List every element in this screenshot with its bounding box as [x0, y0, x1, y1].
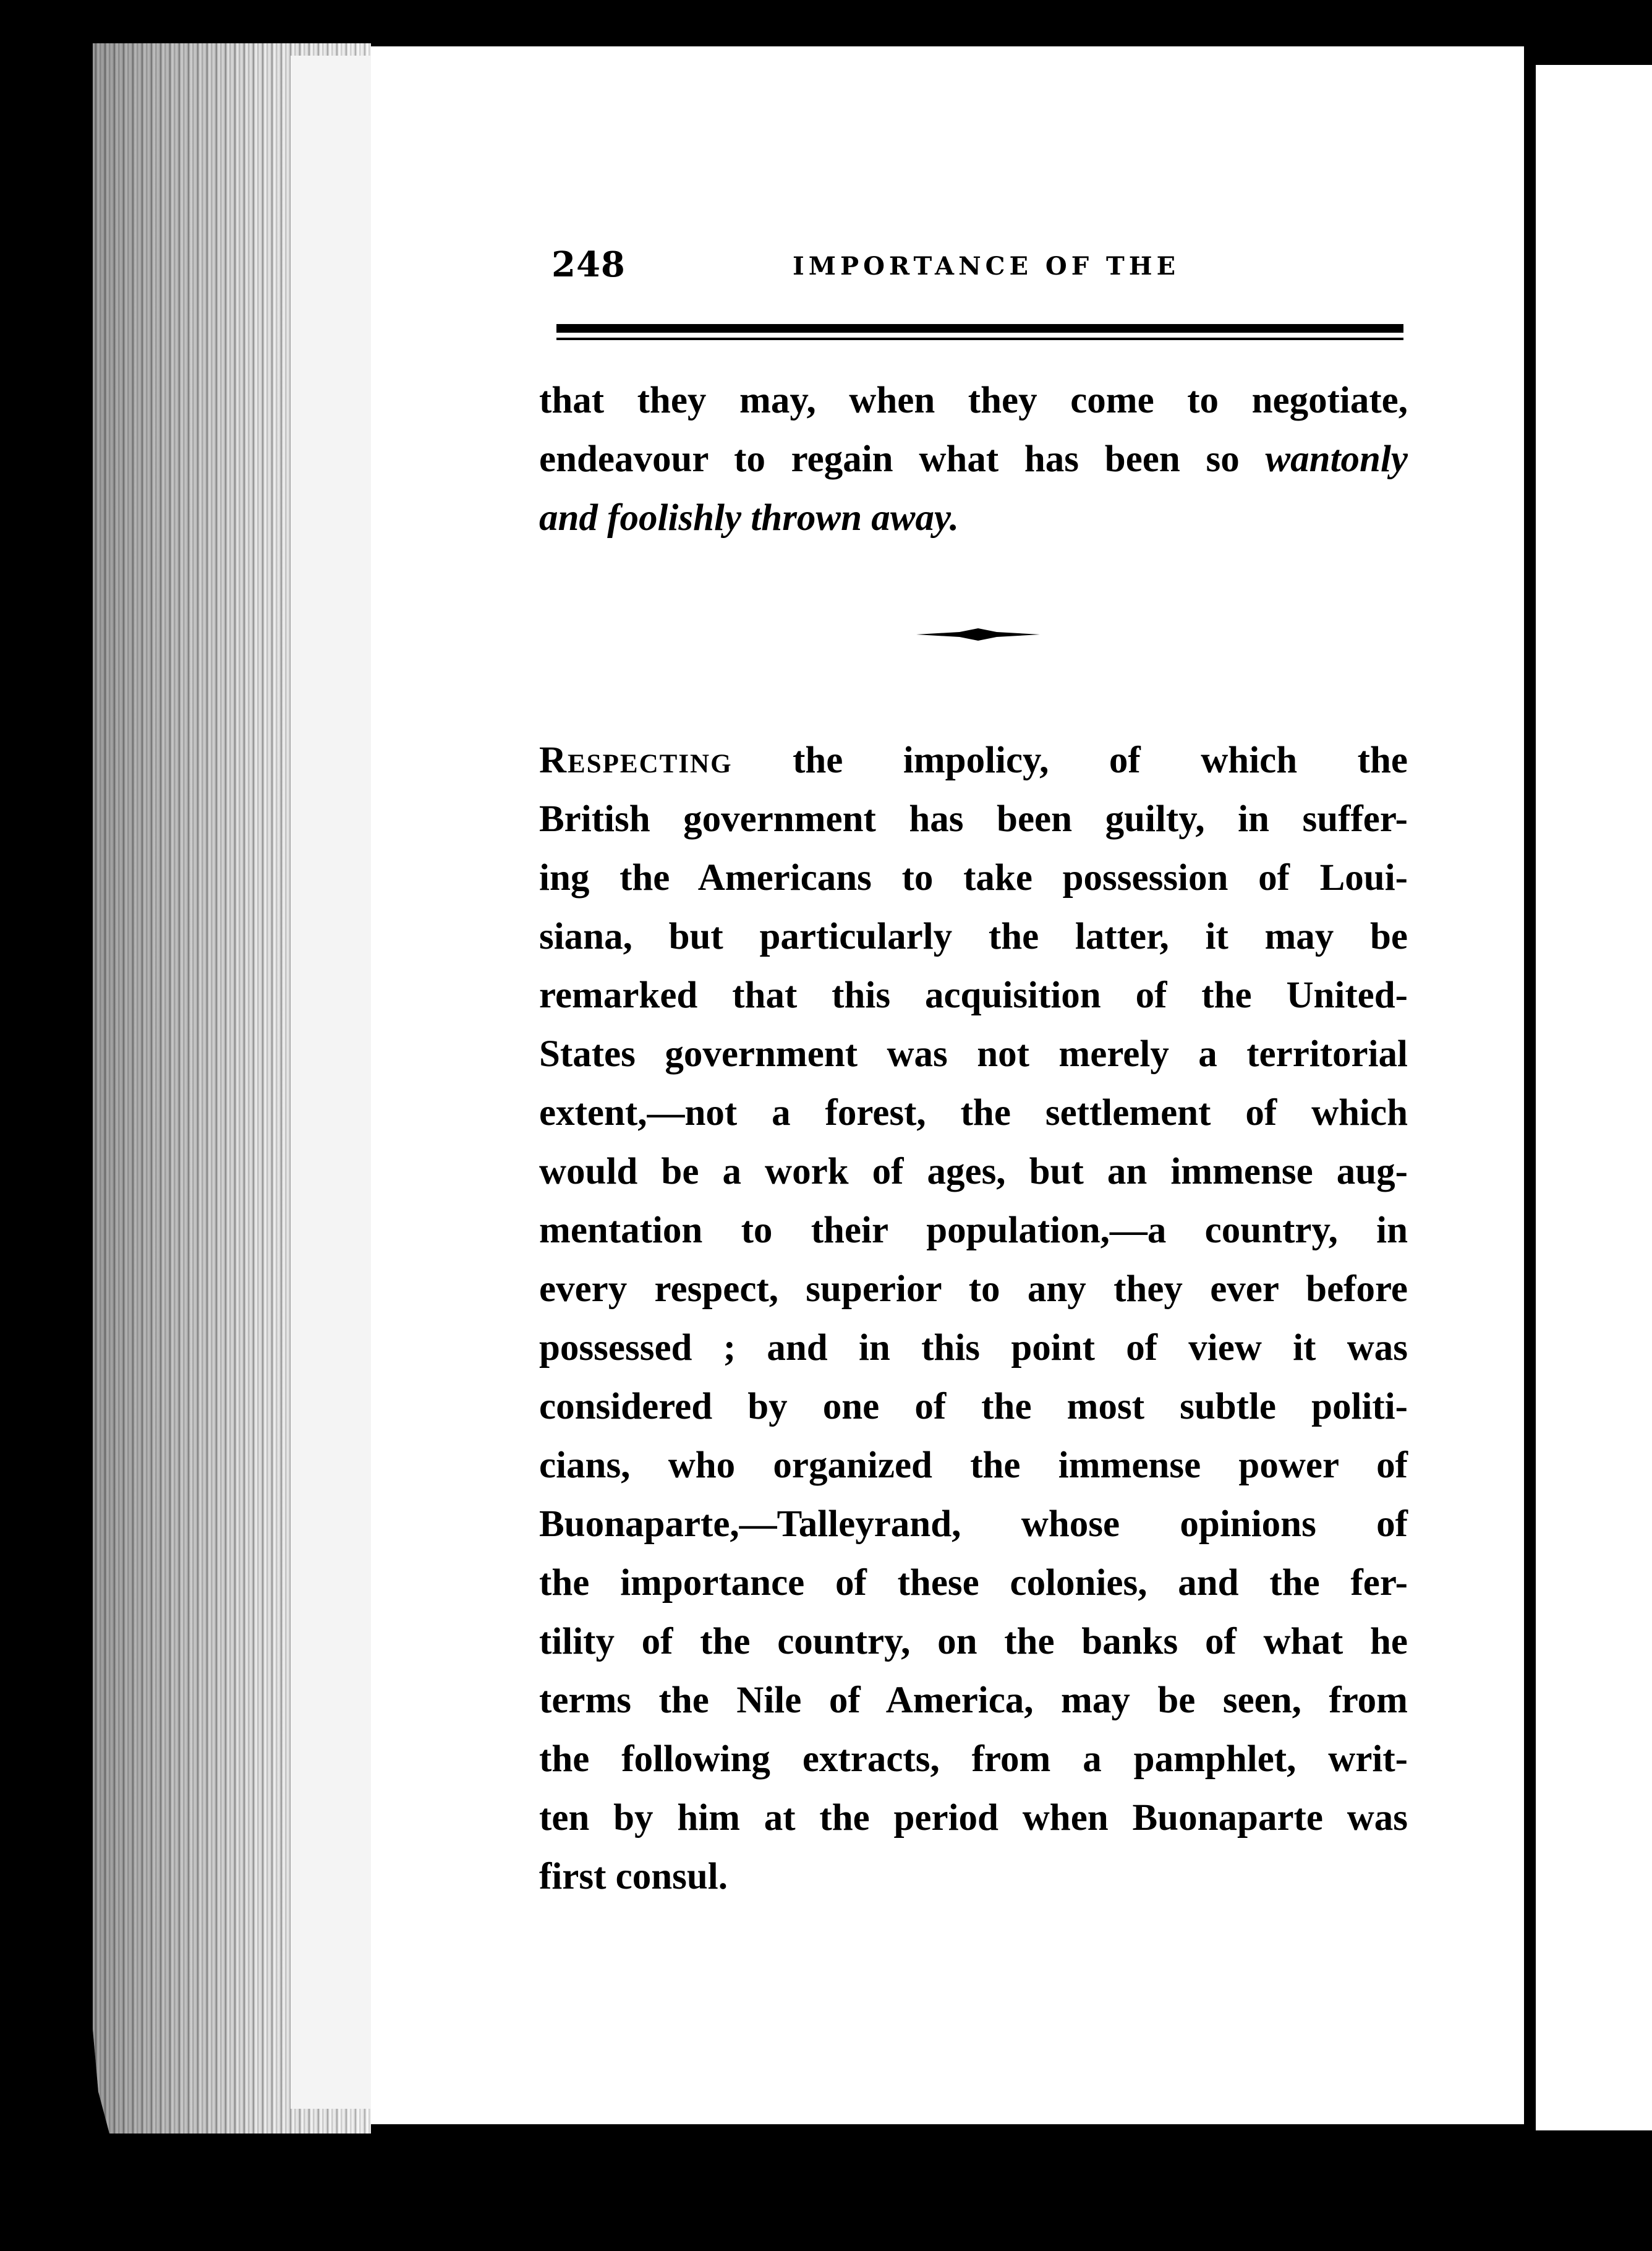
- text-line: [539, 430, 1408, 489]
- paragraph-continuation: [539, 371, 1408, 547]
- text-line: remarked that this acquisition of the United-: [539, 975, 1408, 1016]
- text-line: possessed ; and in this point of view it was: [539, 1327, 1408, 1369]
- italic-phrase: wantonly: [1265, 438, 1408, 480]
- text-line: cians, who organized the immense power of: [539, 1445, 1408, 1486]
- text-line: [539, 731, 1408, 790]
- text-line: considered by one of the most subtle politi-: [539, 1386, 1408, 1427]
- text-line: mentation to their population,—a country, in: [539, 1210, 1408, 1251]
- main-paragraph: [539, 731, 1408, 1906]
- text-line: first consul.: [539, 1856, 728, 1897]
- page-header: [551, 244, 1405, 288]
- header-rule-thick: [556, 324, 1403, 333]
- lead-word: Respecting: [539, 740, 733, 781]
- text-line: that they may, when they come to negotiate,: [539, 380, 1408, 421]
- italic-phrase: and foolishly thrown away.: [539, 497, 960, 539]
- text-line: would be a work of ages, but an immense aug-: [539, 1151, 1408, 1192]
- text-line: tility of the country, on the banks of what he: [539, 1621, 1408, 1662]
- text-line: siana, but particularly the latter, it may be: [539, 916, 1408, 957]
- page-number: 248: [551, 244, 626, 285]
- text-line: terms the Nile of America, may be seen, from: [539, 1680, 1408, 1721]
- text-line: extent,—not a forest, the settlement of which: [539, 1092, 1408, 1134]
- running-head: IMPORTANCE OF THE: [793, 252, 1180, 281]
- text-line: British government has been guilty, in suffer-: [539, 798, 1408, 840]
- text-line: every respect, superior to any they ever before: [539, 1268, 1408, 1310]
- text-line: ing the Americans to take possession of Loui-: [539, 857, 1408, 899]
- text-line: States government was not merely a territorial: [539, 1033, 1408, 1075]
- text-line: [539, 489, 1408, 547]
- text-line-segment: the impolicy, of which the: [732, 740, 1408, 781]
- section-divider-ornament: [916, 628, 1040, 641]
- header-rule-thin: [556, 338, 1403, 340]
- text-line: Buonaparte,—Talleyrand, whose opinions of: [539, 1503, 1408, 1545]
- text-line: the importance of these colonies, and the fer-: [539, 1562, 1408, 1604]
- text-line: ten by him at the period when Buonaparte was: [539, 1797, 1408, 1839]
- next-page-edge: [1527, 65, 1652, 2130]
- text-line-segment: endeavour to regain what has been so: [539, 438, 1240, 480]
- text-line: the following extracts, from a pamphlet, writ-: [539, 1738, 1408, 1780]
- page-gutter: [291, 56, 371, 2109]
